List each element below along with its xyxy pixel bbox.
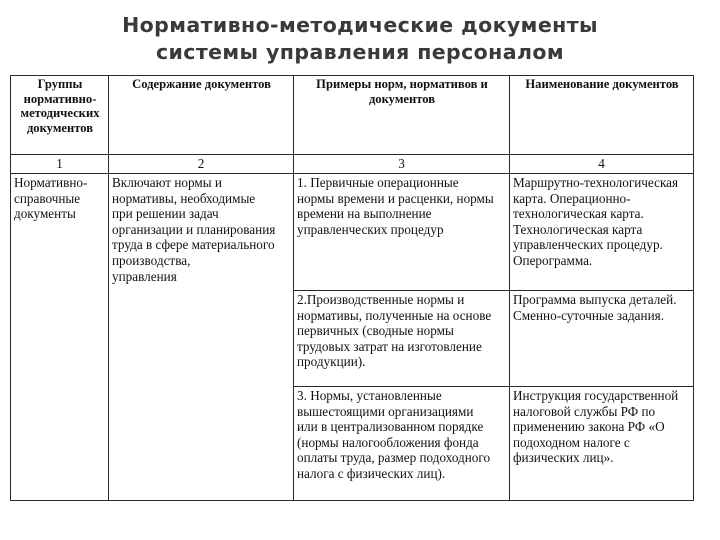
document-name-cell: Инструкция государственной налоговой службы РФ по применению закона РФ «О подоходном налоге с физических лиц».	[510, 387, 694, 501]
example-cell: 1. Первичные операционные нормы времени и расценки, нормы времени на выполнение управленческих процедур	[294, 174, 510, 291]
table-row	[11, 174, 694, 291]
header-cell-examples: Примеры норм, нормативов и документов	[294, 76, 510, 155]
page-title	[0, 12, 720, 66]
column-number: 4	[510, 155, 694, 174]
column-number: 3	[294, 155, 510, 174]
document-name-cell: Программа выпуска деталей. Сменно-суточные задания.	[510, 291, 694, 387]
example-cell: 2.Производственные нормы и нормативы, полученные на основе первичных (сводные нормы трудовых затрат на изготовление продукции).	[294, 291, 510, 387]
header-cell-groups: Группы нормативно- методических документов	[11, 76, 109, 155]
header-cell-names: Наименование документов	[510, 76, 694, 155]
content-cell: Включают нормы и нормативы, необходимые при решении задач организации и планирования труда в сфере материального производства, управления	[109, 174, 294, 501]
documents-table	[10, 75, 694, 501]
column-number-row	[11, 155, 694, 174]
example-cell: 3. Нормы, установленные вышестоящими организациями или в централизованном порядке (нормы налогообложения фонда оплаты труда, размер подоходного налога с физических лиц).	[294, 387, 510, 501]
header-cell-content: Содержание документов	[109, 76, 294, 155]
group-name-cell: Нормативно- справочные документы	[11, 174, 109, 501]
header-row	[11, 76, 694, 155]
title-line-2: системы управления персоналом	[155, 40, 565, 64]
title-line-1: Нормативно-методические документы	[122, 13, 598, 37]
document-name-cell: Маршрутно-технологическая карта. Операционно- технологическая карта. Технологическая карта управленческих процедур. Оперограмма.	[510, 174, 694, 291]
column-number: 1	[11, 155, 109, 174]
column-number: 2	[109, 155, 294, 174]
